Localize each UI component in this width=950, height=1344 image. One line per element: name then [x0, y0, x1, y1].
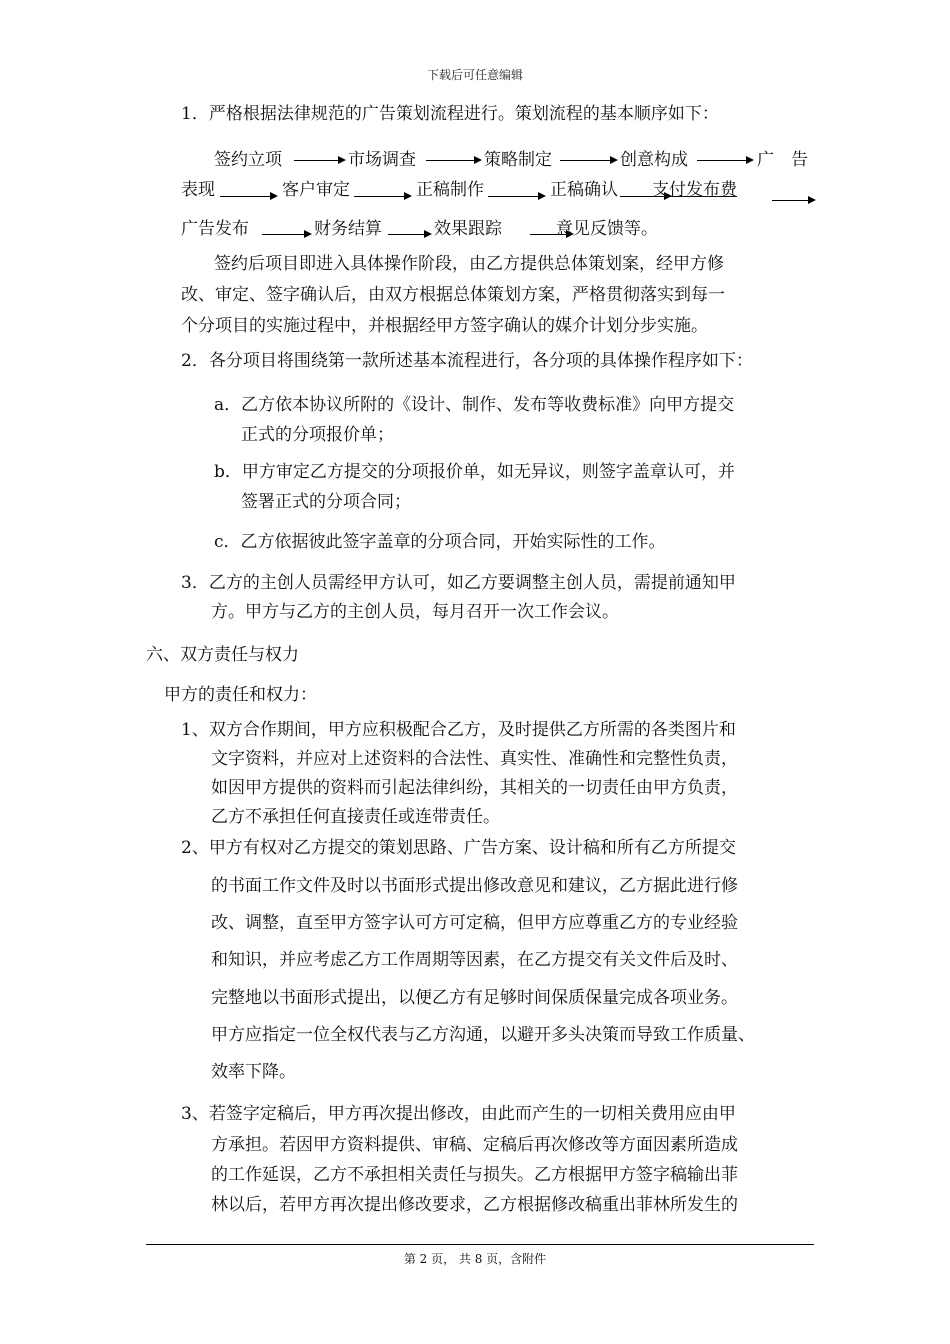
sub-item-b-cont: 签署正式的分项合同；	[241, 492, 411, 512]
flow-arrow	[697, 160, 752, 161]
sub-item-a-cont: 正式的分项报价单；	[241, 425, 394, 445]
flow-step: 支付发布费	[652, 180, 737, 200]
flow-step: 正稿制作	[416, 180, 484, 200]
flow-step: 客户审定	[282, 180, 350, 200]
flow-arrow	[388, 234, 430, 235]
flow-step: 签约立项	[214, 150, 282, 170]
duty-1-cont: 文字资料，并应对上述资料的合法性、真实性、准确性和完整性负责，	[211, 749, 738, 769]
flow-step: 意见反馈等。	[556, 219, 658, 239]
page-footer: 第 2 页， 共 8 页，含附件	[403, 1252, 547, 1266]
item-3-cont: 方。甲方与乙方的主创人员，每月召开一次工作会议。	[211, 602, 619, 622]
item-3: 3．乙方的主创人员需经甲方认可，如乙方要调整主创人员，需提前通知甲	[181, 573, 736, 593]
item-1-title: 1．严格根据法律规范的广告策划流程进行。策划流程的基本顺序如下：	[181, 104, 719, 124]
party-a-heading: 甲方的责任和权力：	[164, 685, 317, 705]
flow-step: 正稿确认	[550, 180, 618, 200]
flow-arrow	[354, 196, 410, 197]
flow-step: 表现	[181, 180, 215, 200]
paragraph-line: 个分项目的实施过程中，并根据经甲方签字确认的媒介计划分步实施。	[181, 316, 708, 336]
flow-arrow	[560, 160, 616, 161]
duty-1: 1、双方合作期间，甲方应积极配合乙方，及时提供乙方所需的各类图片和	[181, 720, 736, 740]
flow-step: 广 告	[757, 150, 808, 170]
duty-2-cont: 效率下降。	[211, 1062, 296, 1082]
footer-divider	[146, 1244, 814, 1245]
flow-step: 财务结算	[314, 219, 382, 239]
duty-3-cont: 林以后，若甲方再次提出修改要求，乙方根据修改稿重出菲林所发生的	[211, 1195, 738, 1215]
duty-2-cont: 完整地以书面形式提出，以便乙方有足够时间保质保量完成各项业务。	[211, 988, 738, 1008]
duty-3-cont: 方承担。若因甲方资料提供、审稿、定稿后再次修改等方面因素所造成	[211, 1135, 738, 1155]
flow-step: 策略制定	[484, 150, 552, 170]
sub-item-b: b．甲方审定乙方提交的分项报价单，如无异议，则签字盖章认可，并	[214, 462, 735, 482]
flow-arrow	[262, 234, 310, 235]
flow-step: 广告发布	[181, 219, 249, 239]
flow-arrow	[220, 196, 276, 197]
flow-arrow	[488, 196, 544, 197]
flow-arrow	[426, 160, 480, 161]
flow-step: 效果跟踪	[434, 219, 502, 239]
flow-step: 创意构成	[620, 150, 688, 170]
page-header: 下载后可任意编辑	[426, 68, 523, 82]
duty-2-cont: 甲方应指定一位全权代表与乙方沟通，以避开多头决策而导致工作质量、	[211, 1025, 755, 1045]
flow-arrow	[772, 200, 814, 201]
duty-2-cont: 和知识，并应考虑乙方工作周期等因素，在乙方提交有关文件后及时、	[211, 950, 738, 970]
duty-2: 2、甲方有权对乙方提交的策划思路、广告方案、设计稿和所有乙方所提交	[181, 838, 736, 858]
duty-2-cont: 改、调整，直至甲方签字认可方可定稿，但甲方应尊重乙方的专业经验	[211, 913, 738, 933]
flow-arrow	[294, 160, 344, 161]
flow-step: 市场调查	[348, 150, 416, 170]
duty-1-cont: 如因甲方提供的资料而引起法律纠纷，其相关的一切责任由甲方负责，	[211, 778, 738, 798]
sub-item-c: c．乙方依据彼此签字盖章的分项合同，开始实际性的工作。	[214, 532, 666, 552]
section-6-heading: 六、双方责任与权力	[146, 645, 299, 665]
duty-3: 3、若签字定稿后，甲方再次提出修改，由此而产生的一切相关费用应由甲	[181, 1104, 736, 1124]
paragraph-line: 签约后项目即进入具体操作阶段，由乙方提供总体策划案，经甲方修	[214, 254, 724, 274]
duty-3-cont: 的工作延误，乙方不承担相关责任与损失。乙方根据甲方签字稿输出菲	[211, 1165, 738, 1185]
duty-1-cont: 乙方不承担任何直接责任或连带责任。	[211, 807, 500, 827]
paragraph-line: 改、审定、签字确认后，由双方根据总体策划方案，严格贯彻落实到每一	[181, 285, 725, 305]
item-2-title: 2．各分项目将围绕第一款所述基本流程进行，各分项的具体操作程序如下：	[181, 351, 753, 371]
sub-item-a: a．乙方依本协议所附的《设计、制作、发布等收费标准》向甲方提交	[214, 395, 735, 415]
duty-2-cont: 的书面工作文件及时以书面形式提出修改意见和建议，乙方据此进行修	[211, 876, 738, 896]
